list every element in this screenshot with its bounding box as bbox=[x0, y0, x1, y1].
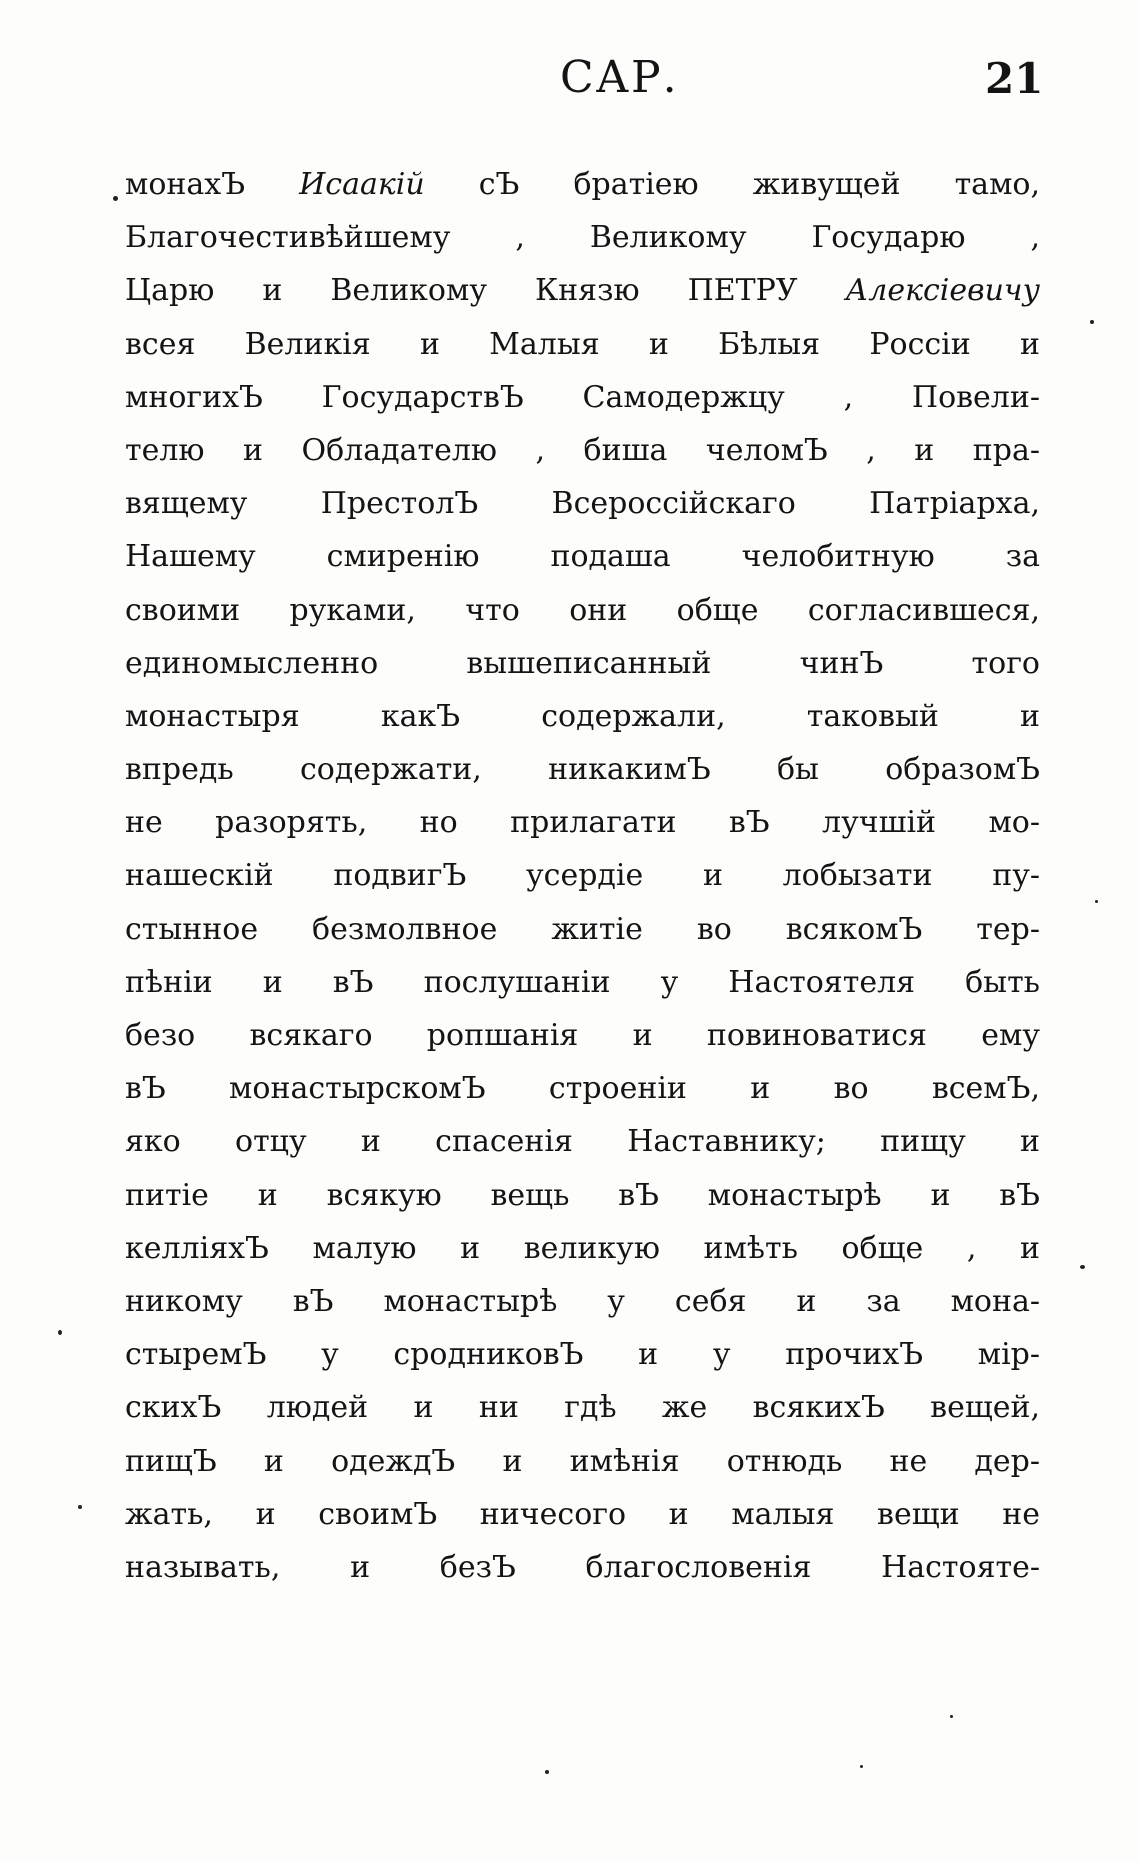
text-segment: своими руками, что они обще согласившеся, bbox=[125, 592, 1040, 628]
text-line bbox=[125, 903, 1040, 956]
text-segment: Нашему смиренію подаша челобитную за bbox=[125, 539, 1040, 575]
text-segment: стыремЪ у сродниковЪ и у прочихЪ мір- bbox=[125, 1337, 1040, 1373]
text-line bbox=[125, 690, 1040, 743]
text-segment: безо всякаго ропшанія и повиноватися ему bbox=[125, 1018, 1040, 1053]
text-segment: вЪ монастырскомЪ строеніи и во всемЪ, bbox=[125, 1071, 1040, 1107]
italic-name: Алексіевичу bbox=[845, 273, 1040, 309]
text-segment: Царю и Великому Князю ПЕТРУ bbox=[125, 273, 846, 309]
text-line bbox=[125, 318, 1040, 371]
text-segment: вящему ПрестолЪ Всероссійскаго Патріарха, bbox=[125, 486, 1040, 522]
text-segment: телю и Обладателю , биша челомЪ , и пра- bbox=[125, 432, 1040, 468]
text-line bbox=[125, 584, 1040, 637]
text-line bbox=[125, 849, 1040, 902]
text-line bbox=[125, 796, 1040, 849]
text-segment: Благочестивѣйшему , Великому Государю , bbox=[125, 220, 1040, 256]
text-line bbox=[125, 637, 1040, 690]
text-segment: питіе и всякую вещь вЪ монастырѣ и вЪ bbox=[125, 1177, 1040, 1213]
text-segment: нашескій подвигЪ усердіе и лобызати пу- bbox=[125, 858, 1040, 894]
text-line bbox=[125, 1009, 1040, 1062]
text-segment: всея Великія и Малыя и Бѣлыя Россіи и bbox=[125, 326, 1040, 362]
text-segment: жать, и своимЪ ничесого и малыя вещи не bbox=[125, 1496, 1040, 1532]
text-segment: пѣніи и вЪ послушаніи у Настоятеля быть bbox=[125, 964, 1040, 1000]
text-segment: многихЪ ГосударствЪ Самодержцу , Повели- bbox=[125, 379, 1040, 415]
text-segment: келліяхЪ малую и великую имѣть обще , и bbox=[125, 1230, 1040, 1266]
text-line bbox=[125, 1435, 1040, 1488]
text-segment: монастыря какЪ содержали, таковый и bbox=[125, 698, 1040, 734]
text-segment: стынное безмолвное житіе во всякомЪ тер- bbox=[125, 911, 1040, 947]
text-segment: пищЪ и одеждЪ и имѣнія отнюдь не дер- bbox=[125, 1443, 1040, 1479]
text-line bbox=[125, 371, 1040, 424]
text-line bbox=[125, 1488, 1040, 1541]
text-line bbox=[125, 158, 1040, 211]
text-line bbox=[125, 743, 1040, 796]
text-line bbox=[125, 1222, 1040, 1275]
text-segment: называть, и безЪ благословенія Настояте- bbox=[125, 1549, 1040, 1585]
text-line bbox=[125, 1275, 1040, 1328]
text-line bbox=[125, 264, 1040, 317]
text-line bbox=[125, 1541, 1040, 1594]
text-line bbox=[125, 211, 1040, 264]
text-line bbox=[125, 530, 1040, 583]
text-line bbox=[125, 1328, 1040, 1381]
text-line bbox=[125, 1169, 1040, 1222]
text-segment: впредь содержати, никакимЪ бы образомЪ bbox=[125, 752, 1040, 788]
text-segment: единомысленно вышеписанный чинЪ того bbox=[125, 645, 1040, 681]
running-title: САР. bbox=[560, 52, 679, 103]
italic-name: Исаакій bbox=[299, 167, 425, 202]
text-line bbox=[125, 956, 1040, 1009]
page-number: 21 bbox=[985, 54, 1044, 103]
text-segment: монахЪ bbox=[125, 167, 300, 202]
text-line bbox=[125, 1062, 1040, 1115]
body-text bbox=[125, 158, 1040, 1594]
text-line bbox=[125, 1115, 1040, 1168]
text-segment: сЪ братіею живущей тамо, bbox=[424, 167, 1040, 202]
text-line bbox=[125, 477, 1040, 530]
text-segment: яко отцу и спасенія Наставнику; пищу и bbox=[125, 1124, 1040, 1160]
text-segment: скихЪ людей и ни гдѣ же всякихЪ вещей, bbox=[125, 1390, 1040, 1426]
text-segment: не разорять, но прилагати вЪ лучшій мо- bbox=[125, 805, 1040, 841]
running-head bbox=[0, 52, 1140, 122]
text-line bbox=[125, 424, 1040, 477]
text-segment: никому вЪ монастырѣ у себя и за мона- bbox=[125, 1283, 1040, 1319]
text-line bbox=[125, 1381, 1040, 1434]
